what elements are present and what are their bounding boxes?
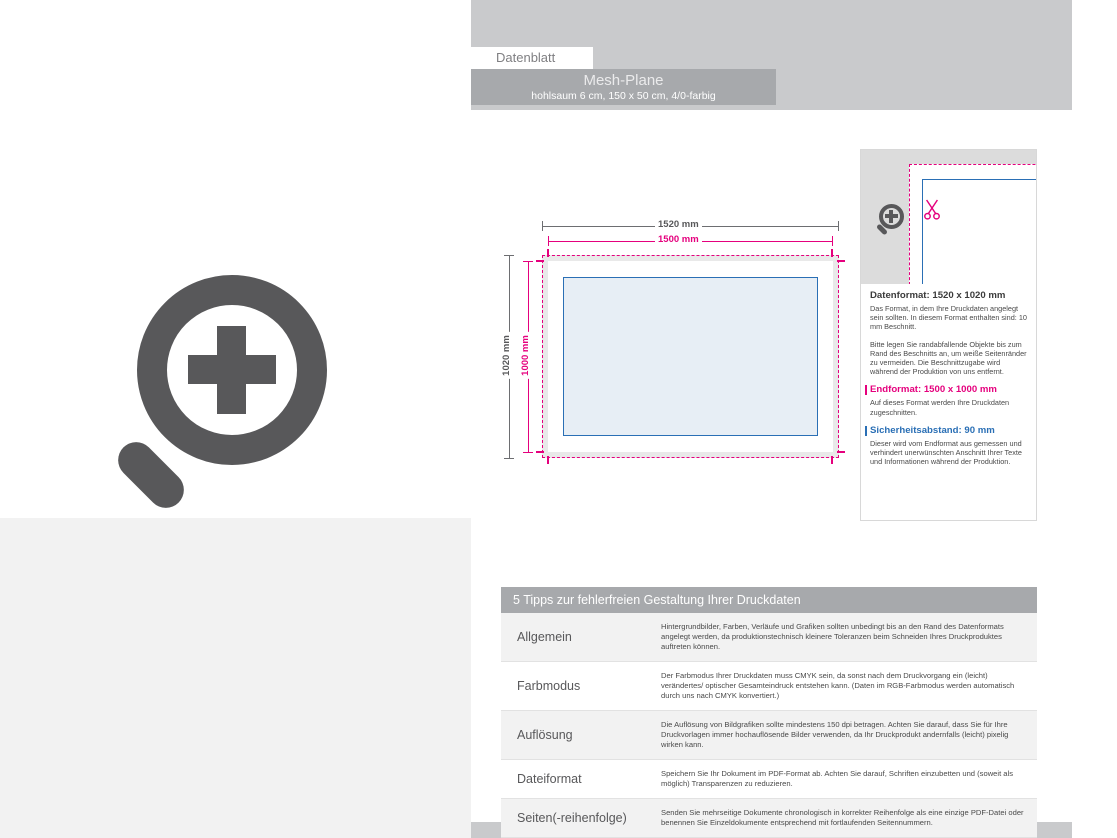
trim-format-rect [548, 261, 833, 452]
tip-label: Seiten(-reihenfolge) [517, 811, 627, 825]
table-row [501, 613, 1037, 662]
magnifier-plus-icon [875, 204, 909, 238]
tips-table [501, 587, 1037, 838]
dim-tick-left-bleed [542, 221, 543, 231]
endformat-color-swatch [865, 385, 867, 395]
magnifier-plus-vertical [217, 326, 246, 414]
tip-text: Hintergrundbilder, Farben, Verläufe und Grafiken sollten unbedingt bis an den Rand des Datenformats angelegt werden, da produktionstechnisch kleinere Toleranzen beim Schneiden Ihres Druckproduktes auftreten können. [661, 622, 1004, 651]
tip-label: Farbmodus [517, 679, 581, 693]
magnifier-plus-icon [100, 275, 365, 545]
dim-tick-bottom-bleed [504, 458, 514, 459]
dim-label-width-trim: 1500 mm [655, 234, 702, 245]
format-preview-thumbnail [861, 150, 1036, 284]
tip-label: Allgemein [517, 630, 572, 644]
table-row [501, 760, 1037, 799]
preview-safe-edge [922, 179, 1036, 284]
table-row [501, 799, 1037, 838]
crop-tick [547, 456, 549, 464]
table-row [501, 662, 1037, 711]
scissors-icon [923, 198, 941, 220]
tip-text: Der Farbmodus Ihrer Druckdaten muss CMYK sein, da sonst nach dem Druckvorgang ein (leicht) verändertes/ optischer Gesamteindruck entstehen kann. (Daten im RGB-Farbmodus werden automatisch durch uns nach CMYK konvertiert.) [661, 671, 1015, 700]
dim-tick-top-trim [523, 261, 533, 262]
info-heading: Sicherheitsabstand: 90 mm [870, 424, 995, 436]
tab-datenblatt[interactable]: Datenblatt [471, 47, 593, 69]
safety-color-swatch [865, 426, 867, 436]
info-body: Dieser wird vom Endformat aus gemessen und verhindert unerwünschten Anschnitt Ihrer Texte und Informationen während der Produktion. [870, 438, 1022, 467]
page-right-margin [1072, 0, 1117, 838]
info-body: Auf dieses Format werden Ihre Druckdaten zugeschnitten. [870, 398, 1010, 417]
tip-label: Auflösung [517, 728, 573, 742]
info-section-datenformat [861, 284, 1036, 332]
product-title-block [471, 69, 776, 105]
bleed-format-rect [542, 255, 839, 458]
crop-tick [547, 249, 549, 257]
crop-tick [831, 249, 833, 257]
crop-tick [837, 260, 845, 262]
preview-bleed-edge [909, 164, 1036, 284]
dim-tick-left-trim [548, 236, 549, 246]
dim-label-width-bleed: 1520 mm [655, 219, 702, 230]
crop-tick [831, 456, 833, 464]
tip-text: Senden Sie mehrseitige Dokumente chronologisch in korrekter Reihenfolge als eine einzige PDF-Datei oder benennen Sie Einzeldokumente entsprechend mit fortlaufenden Seitennummern. [661, 808, 1024, 827]
tips-table-title: 5 Tipps zur fehlerfreien Gestaltung Ihrer Druckdaten [501, 587, 1037, 613]
format-drawing [495, 205, 855, 480]
dim-tick-bottom-trim [523, 452, 533, 453]
info-section-beschnitt [861, 340, 1036, 377]
tip-text: Die Auflösung von Bildgrafiken sollte mindestens 150 dpi betragen. Achten Sie darauf, dass Sie für Ihre Druckvorlagen immer hochauflösende Bilder verwenden, da Ihr Druckprodukt andernfalls (leicht) pixelig wirken kann. [661, 720, 1009, 749]
dim-label-height-bleed: 1020 mm [501, 332, 512, 379]
table-row [501, 711, 1037, 760]
info-section-sicherheitsabstand [861, 425, 1036, 467]
format-info-text [861, 284, 1036, 474]
dim-tick-right-bleed [838, 221, 839, 231]
dim-label-height-trim: 1000 mm [520, 332, 531, 379]
dim-tick-right-trim [832, 236, 833, 246]
crop-tick [536, 260, 544, 262]
format-info-box [860, 149, 1037, 521]
crop-tick [536, 451, 544, 453]
tip-text: Speichern Sie Ihr Dokument im PDF-Format ab. Achten Sie darauf, Schriften einzubetten und (soweit als möglich) Transparenzen zu reduzieren. [661, 769, 1014, 788]
info-heading: Datenformat: 1520 x 1020 mm [870, 290, 1006, 301]
crop-tick [837, 451, 845, 453]
left-panel-shadow [0, 518, 471, 838]
tip-label: Dateiformat [517, 772, 582, 786]
page-subtitle: hohlsaum 6 cm, 150 x 50 cm, 4/0-farbig [531, 90, 716, 102]
page-title: Mesh-Plane [583, 72, 664, 89]
dim-tick-top-bleed [504, 255, 514, 256]
info-heading: Endformat: 1500 x 1000 mm [870, 384, 997, 396]
info-section-endformat [861, 384, 1036, 416]
info-body: Bitte legen Sie randabfallende Objekte bis zum Rand des Beschnitts an, um weiße Seitenränder zu vermeiden. Die Beschnittzugabe wird während der Produktion von uns entfernt. [870, 339, 1027, 377]
safety-margin-rect [563, 277, 818, 436]
info-body: Das Format, in dem Ihre Druckdaten angelegt sein sollten. In diesem Format enthalten sind: 10 mm Beschnitt. [870, 304, 1027, 332]
magnifier-plus-vertical [889, 210, 893, 223]
